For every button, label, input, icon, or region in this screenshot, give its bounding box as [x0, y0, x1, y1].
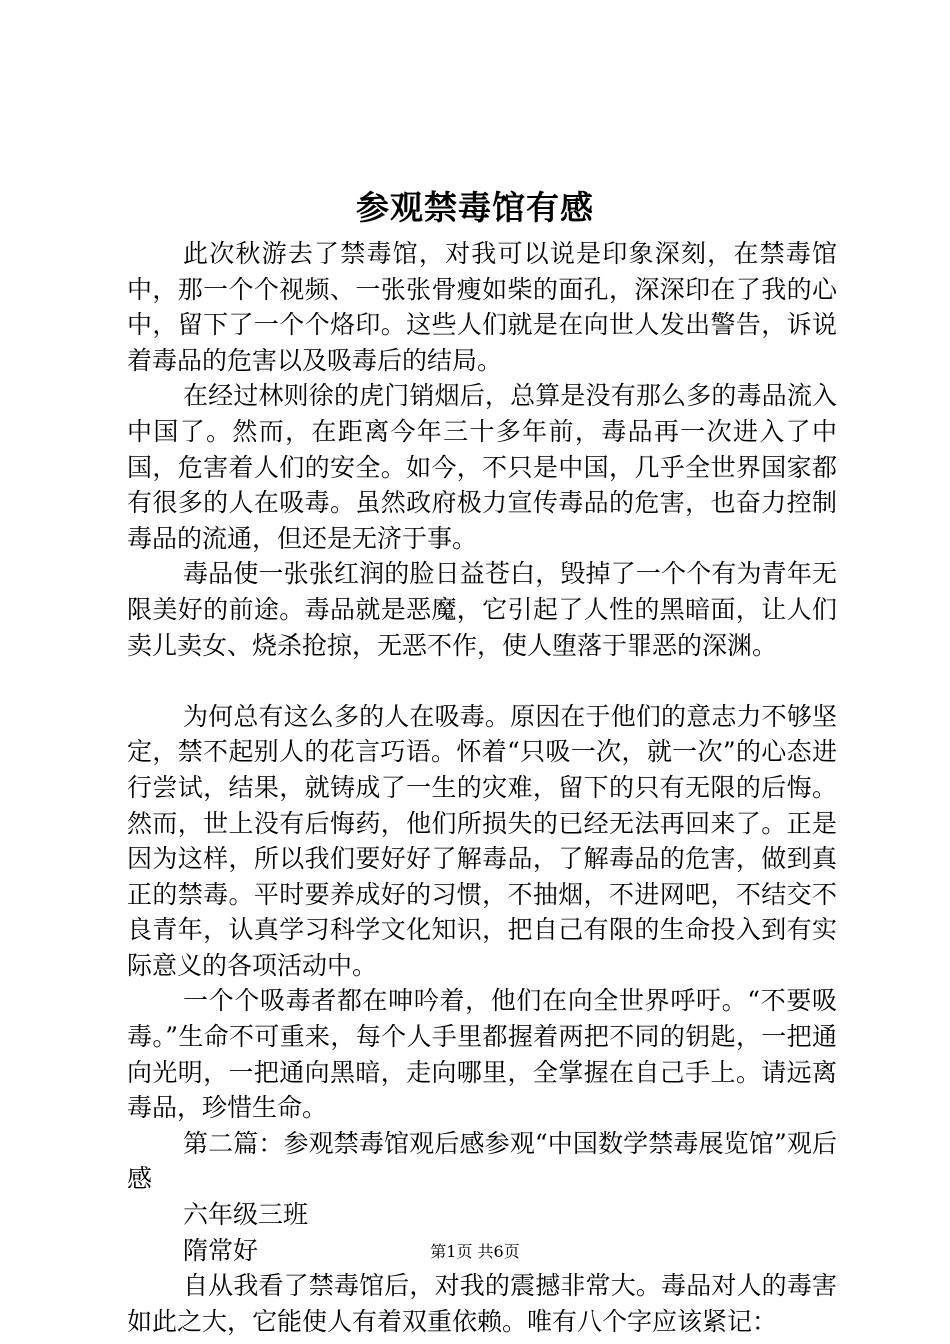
blank-line	[127, 663, 837, 699]
paragraph-6: 自从我看了禁毒馆后，对我的震撼非常大。毒品对人的毒害如此之大，它能使人有着双重依赖。唯有八个字应该紧记：	[127, 1271, 837, 1336]
class-line: 六年级三班	[183, 1200, 309, 1230]
author-line: 隋常好	[183, 1235, 259, 1265]
document-body	[127, 236, 837, 1339]
paragraph-3: 毒品使一张张红润的脸日益苍白，毁掉了一个个有为青年无限美好的前途。毒品就是恶魔，它引起了人性的黑暗面，让人们卖儿卖女、烧杀抢掠，无恶不作，使人堕落于罪恶的深渊。	[127, 559, 837, 660]
document-title: 参观禁毒馆有感	[356, 188, 594, 227]
paragraph-1: 此次秋游去了禁毒馆，对我可以说是印象深刻，在禁毒馆中，那一个个视频、一张张骨瘦如柴的面孔，深深印在了我的心中，留下了一个个烙印。这些人们就是在向世人发出警告，诉说着毒品的危害以及吸毒后的结局。	[127, 239, 837, 375]
paragraph-4: 为何总有这么多的人在吸毒。原因在于他们的意志力不够坚定，禁不起别人的花言巧语。怀着“只吸一次，就一次”的心态进行尝试，结果，就铸成了一生的灾难，留下的只有无限的后悔。然而，世上没有后悔药，他们所损失的已经无法再回来了。正是因为这样，所以我们要好好了解毒品，了解毒品的危害，做到真正的禁毒。平时要养成好的习惯，不抽烟，不进网吧，不结交不良青年，认真学习科学文化知识，把自己有限的生命投入到有实际意义的各项活动中。	[127, 701, 837, 980]
paragraph-5: 一个个吸毒者都在呻吟着，他们在向全世界呼吁。“不要吸毒。”生命不可重来，每个人手里都握着两把不同的钥匙，一把通向光明，一把通向黑暗，走向哪里，全掌握在自己手上。请远离毒品，珍惜生命。	[127, 986, 837, 1123]
section-heading: 第二篇：参观禁毒馆观后感参观“中国数学禁毒展览馆”观后感	[127, 1128, 837, 1194]
page-footer: 第1页 共6页	[430, 1242, 520, 1261]
paragraph-2: 在经过林则徐的虎门销烟后，总算是没有那么多的毒品流入中国了。然而，在距离今年三十多年前，毒品再一次进入了中国，危害着人们的安全。如今，不只是中国，几乎全世界国家都有很多的人在吸毒。虽然政府极力宣传毒品的危害，也奋力控制毒品的流通，但还是无济于事。	[127, 381, 837, 553]
